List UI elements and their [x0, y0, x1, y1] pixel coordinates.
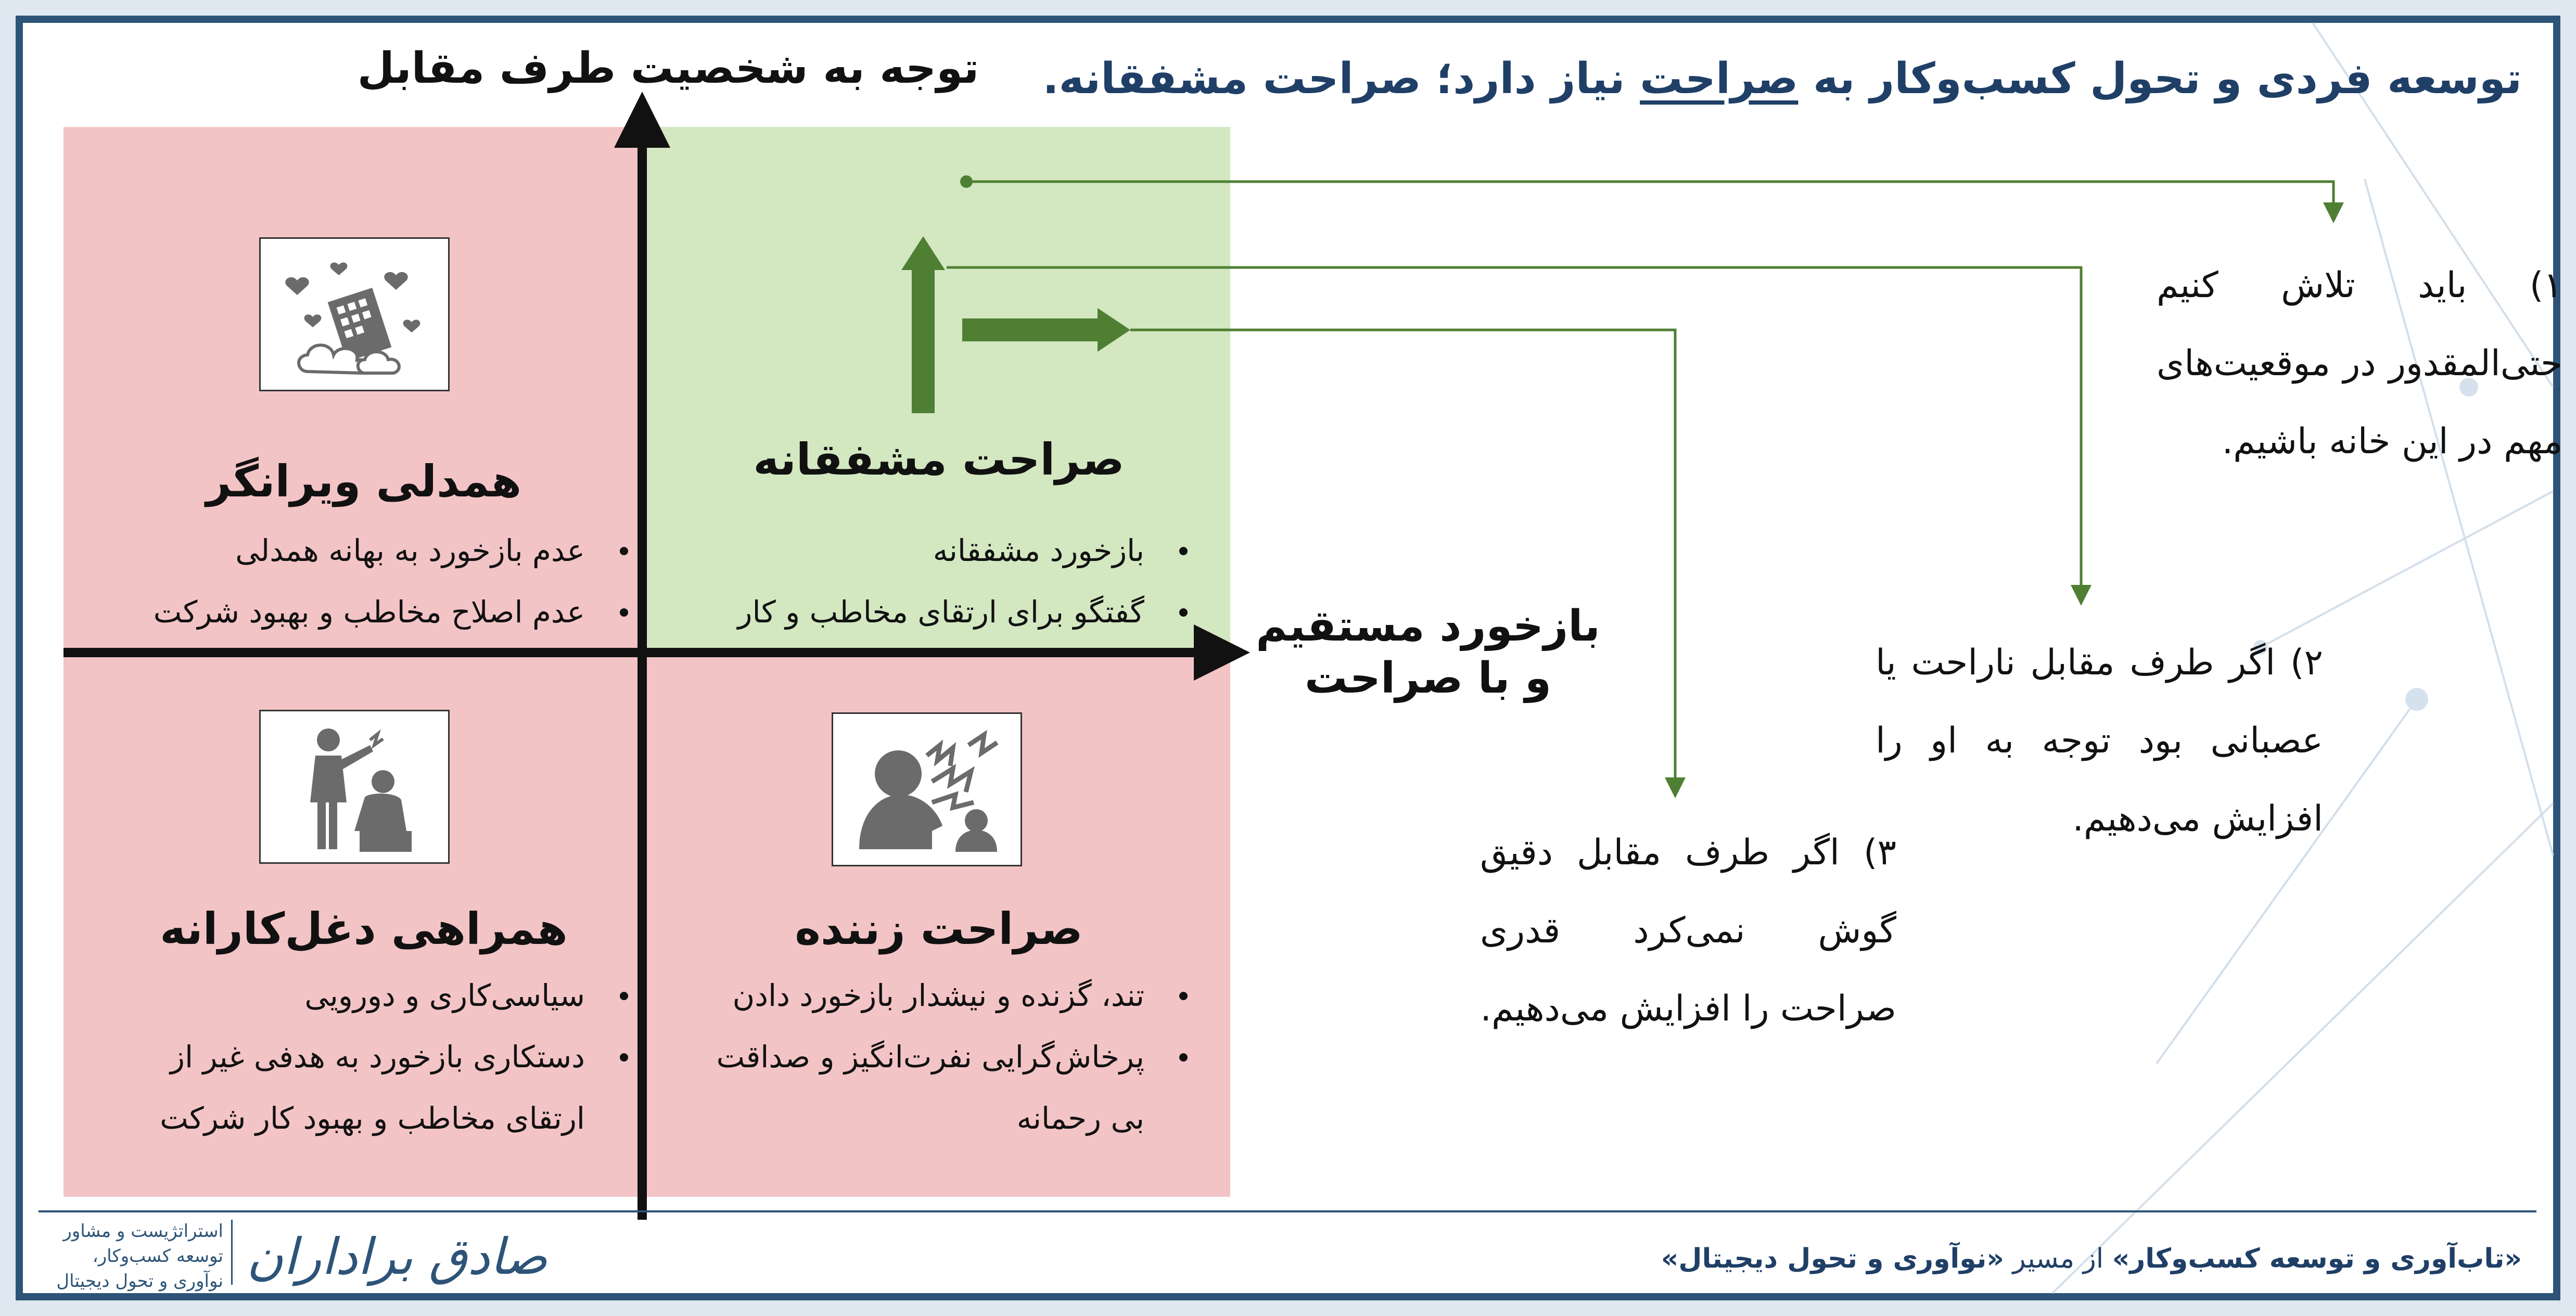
author-subtitle-line-1: استراتژیست و مشاور: [63, 1221, 223, 1242]
scolding-person-icon-graphic: [276, 719, 432, 854]
page-title: [961, 54, 2522, 104]
shouting-person-icon: [832, 712, 1022, 866]
footer-tagline: [1661, 1243, 2522, 1274]
quadrant-top-left-title: همدلی ویرانگر: [206, 456, 522, 507]
list-item: عدم بازخورد به بهانه همدلی: [85, 520, 634, 581]
list-item: پرخاش‌گرایی نفرت‌انگیز و صداقت: [673, 1026, 1194, 1088]
note-1: ۱) باید تلاش کنیم حتی‌المقدور در موقعیت‌های مهم در این خانه باشیم.: [2157, 265, 2562, 462]
shouting-person-icon-graphic: [849, 724, 1005, 854]
list-item: تند، گزنده و نیشدار بازخورد دادن: [673, 965, 1194, 1026]
list-item: دستکاری بازخورد به هدفی غیر از: [85, 1026, 634, 1088]
note-2: ۲) اگر طرف مقابل ناراحت یا عصبانی بود توجه به او را افزایش می‌دهیم.: [1876, 642, 2323, 839]
slide-frame: [16, 16, 2560, 1300]
list-item: گفتگو برای ارتقای مخاطب و کار: [673, 581, 1194, 643]
green-right-arrow-icon: [962, 308, 1130, 352]
y-axis-label: توجه به شخصیت طرف مقابل: [357, 44, 979, 93]
quadrant-top-left-bullets: [85, 520, 634, 643]
crumbling-building-icon-graphic: [276, 249, 432, 379]
author-signature: صادق براداران: [247, 1228, 547, 1286]
list-item: عدم اصلاح مخاطب و بهبود شرکت: [85, 581, 634, 643]
note-3: ۳) اگر طرف مقابل دقیق گوش نمی‌کرد قدری صراحت را افزایش می‌دهیم.: [1480, 832, 1896, 1029]
connector-note-1: [966, 182, 2333, 218]
author-subtitle-line-3: نوآوری و تحول دیجیتال: [56, 1271, 223, 1292]
title-underlined-word: صراحت: [1640, 54, 1799, 104]
footer-mid: از مسیر: [2004, 1243, 2112, 1274]
quadrant-top-right-title: صراحت مشفقانه: [753, 434, 1125, 485]
connector-note-3: [1130, 330, 1675, 793]
title-part-2: نیاز دارد؛ صراحت مشفقانه.: [1042, 54, 1640, 104]
list-item: سیاسی‌کاری و دورویی: [85, 965, 634, 1026]
quadrant-bottom-right-title: صراحت زننده: [795, 903, 1083, 954]
x-axis-label-line-2: و با صراحت: [1305, 654, 1551, 703]
footer-quote-2: «نوآوری و تحول دیجیتال»: [1661, 1243, 2004, 1274]
quadrant-top-right-bullets: [673, 520, 1194, 643]
quadrant-bottom-right-bullets: [673, 965, 1194, 1149]
quadrant-bottom-left-bullets: [85, 965, 634, 1149]
x-axis-label-line-1: بازخورد مستقیم: [1256, 602, 1600, 651]
crumbling-building-icon: [259, 237, 450, 391]
green-up-arrow-icon: [901, 236, 945, 413]
title-part-1: توسعه فردی و تحول کسب‌وکار به: [1798, 54, 2522, 104]
author-subtitle: [44, 1219, 223, 1294]
quadrant-bottom-left-title: همراهی دغل‌کارانه: [160, 903, 568, 954]
list-item: بازخورد مشفقانه: [673, 520, 1194, 581]
list-item-continuation: بی رحمانه: [1016, 1101, 1144, 1136]
signature-divider: [231, 1220, 233, 1285]
scolding-person-icon: [259, 710, 450, 864]
author-subtitle-line-2: توسعه کسب‌وکار،: [92, 1246, 223, 1267]
footer-quote-1: «تاب‌آوری و توسعه کسب‌وکار»: [2112, 1243, 2522, 1274]
list-item-continuation: ارتقای مخاطب و بهبود کار شرکت: [160, 1101, 585, 1136]
x-axis-label: [1246, 600, 1610, 705]
footer-divider: [39, 1210, 2536, 1212]
